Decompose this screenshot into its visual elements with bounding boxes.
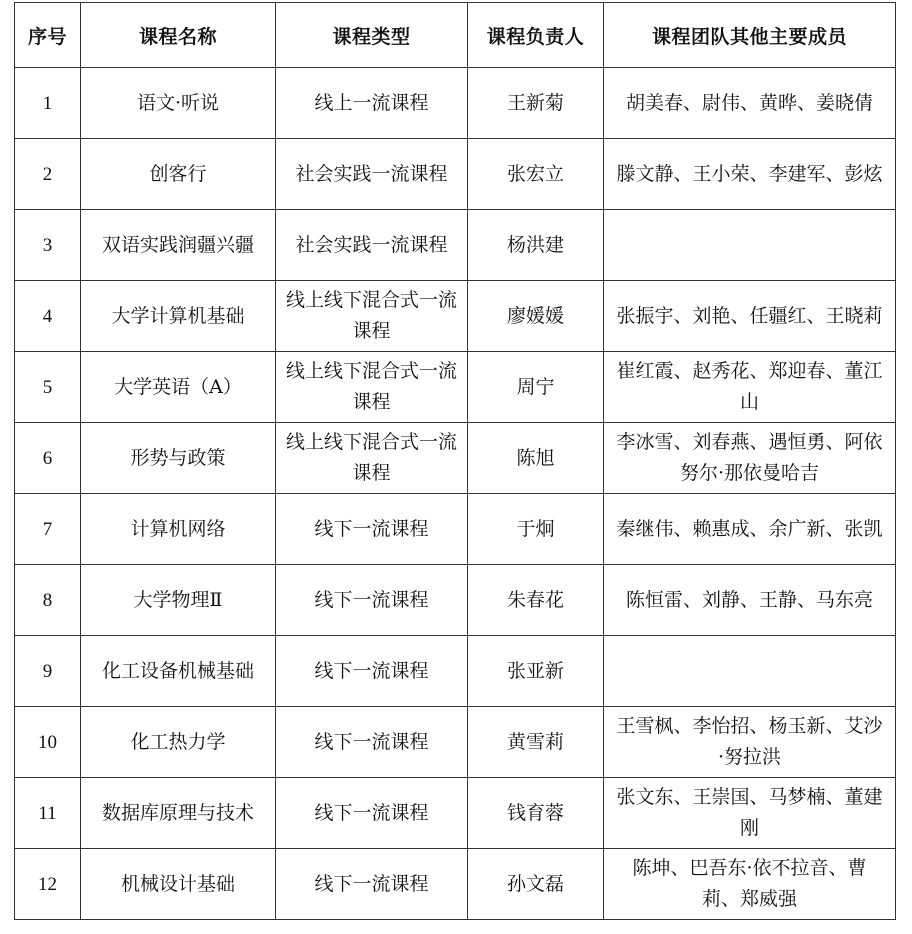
cell-team-members: 张文东、王崇国、马梦楠、董建刚 [604, 778, 896, 849]
cell-team-members: 张振宇、刘艳、任疆红、王晓莉 [604, 281, 896, 352]
table-row [15, 352, 896, 423]
cell-course-type: 线上线下混合式一流课程 [276, 423, 468, 494]
cell-team-members: 滕文静、王小荣、李建军、彭炫 [604, 139, 896, 210]
cell-team-members: 陈恒雷、刘静、王静、马东亮 [604, 565, 896, 636]
cell-course-name: 机械设计基础 [81, 849, 276, 920]
table-row [15, 210, 896, 281]
cell-team-members: 秦继伟、赖惠成、余广新、张凯 [604, 494, 896, 565]
table-row [15, 849, 896, 920]
cell-course-type: 线下一流课程 [276, 707, 468, 778]
table-row [15, 281, 896, 352]
table-row [15, 494, 896, 565]
cell-course-lead: 王新菊 [468, 68, 604, 139]
cell-course-type: 线下一流课程 [276, 636, 468, 707]
cell-no: 1 [15, 68, 81, 139]
cell-course-name: 计算机网络 [81, 494, 276, 565]
header-course-name: 课程名称 [81, 3, 276, 68]
table-row [15, 778, 896, 849]
cell-no: 3 [15, 210, 81, 281]
cell-course-type: 线下一流课程 [276, 778, 468, 849]
cell-course-lead: 周宁 [468, 352, 604, 423]
header-course-lead: 课程负责人 [468, 3, 604, 68]
header-team-members: 课程团队其他主要成员 [604, 3, 896, 68]
cell-team-members: 王雪枫、李怡招、杨玉新、艾沙·努拉洪 [604, 707, 896, 778]
cell-no: 6 [15, 423, 81, 494]
cell-course-lead: 朱春花 [468, 565, 604, 636]
cell-course-name: 创客行 [81, 139, 276, 210]
cell-course-name: 大学物理Ⅱ [81, 565, 276, 636]
cell-course-name: 化工设备机械基础 [81, 636, 276, 707]
cell-course-name: 化工热力学 [81, 707, 276, 778]
cell-course-lead: 钱育蓉 [468, 778, 604, 849]
table-row [15, 139, 896, 210]
cell-course-name: 数据库原理与技术 [81, 778, 276, 849]
cell-no: 5 [15, 352, 81, 423]
cell-no: 2 [15, 139, 81, 210]
cell-team-members [604, 636, 896, 707]
cell-course-lead: 黄雪莉 [468, 707, 604, 778]
cell-no: 7 [15, 494, 81, 565]
cell-no: 8 [15, 565, 81, 636]
table-row [15, 707, 896, 778]
cell-course-name: 大学英语（A） [81, 352, 276, 423]
cell-course-name: 大学计算机基础 [81, 281, 276, 352]
header-no: 序号 [15, 3, 81, 68]
cell-team-members: 李冰雪、刘春燕、遇恒勇、阿依努尔·那依曼哈吉 [604, 423, 896, 494]
cell-course-type: 线下一流课程 [276, 565, 468, 636]
table-row [15, 423, 896, 494]
cell-course-type: 社会实践一流课程 [276, 139, 468, 210]
cell-course-type: 线上一流课程 [276, 68, 468, 139]
cell-team-members: 胡美春、尉伟、黄晔、姜晓倩 [604, 68, 896, 139]
cell-team-members: 崔红霞、赵秀花、郑迎春、董江山 [604, 352, 896, 423]
table-header-row [15, 3, 896, 68]
cell-course-lead: 廖媛媛 [468, 281, 604, 352]
table-row [15, 68, 896, 139]
cell-course-name: 双语实践润疆兴疆 [81, 210, 276, 281]
cell-no: 11 [15, 778, 81, 849]
cell-no: 12 [15, 849, 81, 920]
cell-course-name: 形势与政策 [81, 423, 276, 494]
cell-course-type: 线下一流课程 [276, 494, 468, 565]
cell-team-members: 陈坤、巴吾东·依不拉音、曹莉、郑威强 [604, 849, 896, 920]
cell-course-type: 社会实践一流课程 [276, 210, 468, 281]
cell-course-lead: 杨洪建 [468, 210, 604, 281]
cell-no: 9 [15, 636, 81, 707]
cell-course-type: 线上线下混合式一流课程 [276, 352, 468, 423]
cell-course-lead: 于炯 [468, 494, 604, 565]
cell-course-lead: 张亚新 [468, 636, 604, 707]
course-table [14, 2, 896, 920]
cell-no: 4 [15, 281, 81, 352]
cell-no: 10 [15, 707, 81, 778]
cell-course-name: 语文·听说 [81, 68, 276, 139]
table-row [15, 565, 896, 636]
cell-course-lead: 孙文磊 [468, 849, 604, 920]
table-body [15, 68, 896, 920]
table-row [15, 636, 896, 707]
cell-team-members [604, 210, 896, 281]
header-course-type: 课程类型 [276, 3, 468, 68]
cell-course-lead: 陈旭 [468, 423, 604, 494]
cell-course-type: 线下一流课程 [276, 849, 468, 920]
cell-course-type: 线上线下混合式一流课程 [276, 281, 468, 352]
cell-course-lead: 张宏立 [468, 139, 604, 210]
